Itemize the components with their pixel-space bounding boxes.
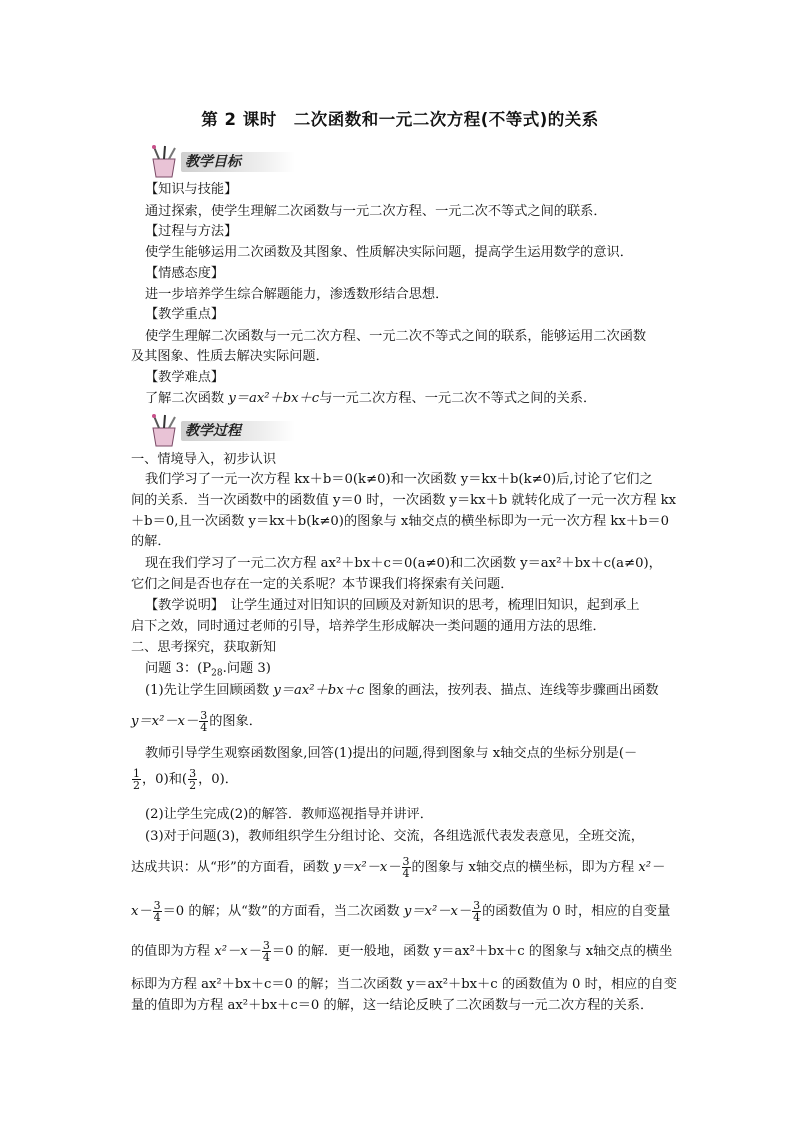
note-line-2: 启下之效，同时通过老师的引导，培养学生形成解决一类问题的通用方法的思维． [131,619,606,634]
objective-text-keypoint-2: 及其图象、性质去解决实际问题． [131,349,329,364]
objective-heading-keypoint: 【教学重点】 [145,307,225,322]
quadratic-formula: y＝ax²＋bx＋c [228,391,320,406]
step-1-line-2: y＝x²－x－ $\frac{3}{4}$ 的图象． [131,709,262,734]
banner-label: 教学过程 [181,421,295,441]
objective-heading-difficulty: 【教学难点】 [145,370,225,385]
step-3-line-2: 达成共识：从“形”的方面看，函数 y＝x²－x－ $\frac{3}{4}$ 的图象与 x轴交点的横坐标，即为方程 x²－ [131,855,665,880]
fraction-3-2: $\frac{3}{2}$ [189,767,197,792]
objective-text-difficulty: 了解二次函数 y＝ax²＋bx＋c与一元二次方程、一元二次不等式之间的关系． [145,391,597,406]
intro-line-4: 的解． [131,534,171,549]
objective-heading-process: 【过程与方法】 [145,224,238,239]
step-3-line-3: x－ $\frac{3}{4}$ ＝0 的解；从“数”的方面看，当二次函数 y＝x²－x－ $\frac{3}{4}$ 的函数值为 0 时，相应的自变量 [131,899,671,924]
step-3-line-5: 标即为方程 ax²＋bx＋c＝0 的解；当二次函数 y＝ax²＋bx＋c 的函数值为 0 时，相应的自变 [131,977,677,992]
step-3-line-4: 的值即为方程 x²－x－ $\frac{3}{4}$ ＝0 的解．更一般地，函数 y＝ax²＋bx＋c 的图象与 x轴交点的横坐 [131,939,673,964]
fraction-3-4: $\frac{3}{4}$ [200,709,208,734]
section-heading-1: 一、情境导入，初步认识 [131,452,277,467]
step-1-line-1: (1)先让学生回顾函数 y＝ax²＋bx＋c 图象的画法，按列表、描点、连线等步骤画出函数 [145,683,659,698]
section-banner-objectives [145,145,325,179]
page-title: 第 2 课时 二次函数和一元二次方程(不等式)的关系 [201,110,599,129]
observe-line: 教师引导学生观察函数图象,回答(1)提出的问题,得到图象与 x轴交点的坐标分别是(－ [145,746,638,761]
objective-text-attitude: 进一步培养学生综合解题能力，渗透数形结合思想． [145,287,449,302]
pen-holder-icon [145,145,185,179]
banner-label: 教学目标 [181,152,295,172]
fraction-1-2: $\frac{1}{2}$ [133,767,140,792]
note-line-1: 【教学说明】 让学生通过对旧知识的回顾及对新知识的思考，梳理旧知识，起到承上 [145,598,640,613]
objective-text-process: 使学生能够运用二次函数及其图象、性质解决实际问题，提高学生运用数学的意识． [145,245,633,260]
pen-holder-icon [145,414,185,448]
objective-text-keypoint-1: 使学生理解二次函数与一元二次方程、一元二次不等式之间的联系，能够运用二次函数 [145,329,647,344]
question-3-ref: 问题 3：($P_{28}$.问题 3) [145,661,271,679]
step-3-line-1: (3)对于问题(3)，教师组织学生分组讨论、交流，各组选派代表发表意见，全班交流， [145,829,644,844]
intro-line-1: 我们学习了一元一次方程 kx＋b＝0(k≠0)和一次函数 y＝kx＋b(k≠0)后,讨论了它们之 [145,472,653,487]
objective-text-knowledge: 通过探索，使学生理解二次函数与一元二次方程、一元二次不等式之间的联系． [145,204,607,219]
now-line-1: 现在我们学习了一元二次方程 ax²＋bx＋c＝0(a≠0)和二次函数 y＝ax²＋bx＋c(a≠0)， [145,556,662,571]
objective-heading-knowledge: 【知识与技能】 [145,182,238,197]
now-line-2: 它们之间是否也存在一定的关系呢？本节课我们将探索有关问题． [131,577,514,592]
section-banner-process [145,414,325,448]
section-heading-2: 二、思考探究，获取新知 [131,640,277,655]
objective-heading-attitude: 【情感态度】 [145,266,225,281]
intro-line-2: 间的关系．当一次函数中的函数值 y＝0 时，一次函数 y＝kx＋b 就转化成了一元一次方程 kx [131,493,677,508]
observe-roots: $\frac{1}{2}$ ，0)和( $\frac{3}{2}$ ，0)． [133,767,238,792]
step-3-line-6: 量的值即为方程 ax²＋bx＋c＝0 的解，这一结论反映了二次函数与一元二次方程的关系． [131,998,654,1013]
intro-line-3: ＋b＝0,且一次函数 y＝kx＋b(k≠0)的图象与 x轴交点的横坐标即为一元一次方程 kx＋b＝0 [131,514,669,529]
step-2-line: (2)让学生完成(2)的解答．教师巡视指导并讲评． [145,807,433,822]
